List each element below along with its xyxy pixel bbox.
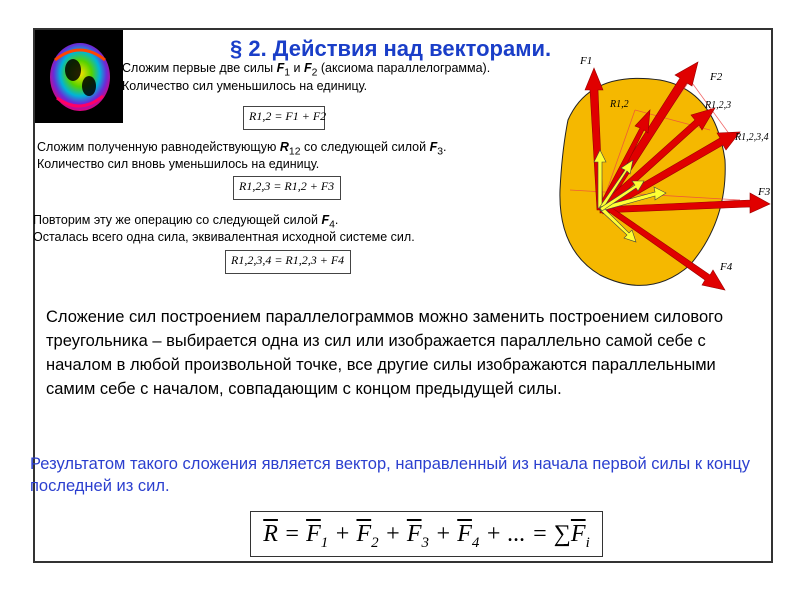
formula-r12: R1,2 = F1 + F2 [243,106,325,130]
step3-line1: Повторим эту же операцию со следующей силой $F_4$. [33,213,339,231]
slide-title: § 2. Действия над векторами. [230,36,552,61]
decorative-black-panel [35,30,123,123]
step3-line2: Осталась всего одна сила, эквивалентная исходной системе сил. [33,230,415,244]
formula-r1234: R1,2,3,4 = R1,2,3 + F4 [225,250,351,274]
conclusion-text: Результатом такого сложения является вектор, направленный из начала первой силы к концу последней из сил. [30,455,751,495]
label-r1234: R1,2,3,4 [735,132,769,143]
label-f4: F4 [720,261,733,273]
label-f2: F2 [710,71,723,83]
step1-line2: Количество сил уменьшилось на единицу. [122,79,368,93]
label-f3: F3 [758,186,771,198]
final-formula: $\overline{R} = \overline{F}_1 + \overline{F}_2 + \overline{F}_3 + \overline{F}_4$ + ... = $\sum\overline{F}_i$ [250,511,603,557]
label-r123: R1,2,3 [705,100,732,111]
label-f1: F1 [580,55,593,67]
step2-line2: Количество сил вновь уменьшилось на единицу. [37,157,320,171]
torus-logo-icon [35,30,123,123]
step1-line1: Сложим первые две силы $F_1$ и $F_2$ (аксиома параллелограмма). [122,61,491,79]
step2-line1: Сложим полученную равнодействующую $R_{12}$ со следующей силой $F_3$. [37,140,447,158]
triangle-method-paragraph: Сложение сил построением параллелограммов можно заменить построением силового треугольника – выбирается одна из сил или изображается параллельно самой себе с началом в любой произвольной точке, все другие силы изображаются параллельными самим себе с началом, совпадающим с концом предыдущей силы. [46,308,724,398]
formula-r123: R1,2,3 = R1,2 + F3 [233,176,341,200]
force-diagram [540,50,772,300]
label-r12: R1,2 [610,99,629,110]
